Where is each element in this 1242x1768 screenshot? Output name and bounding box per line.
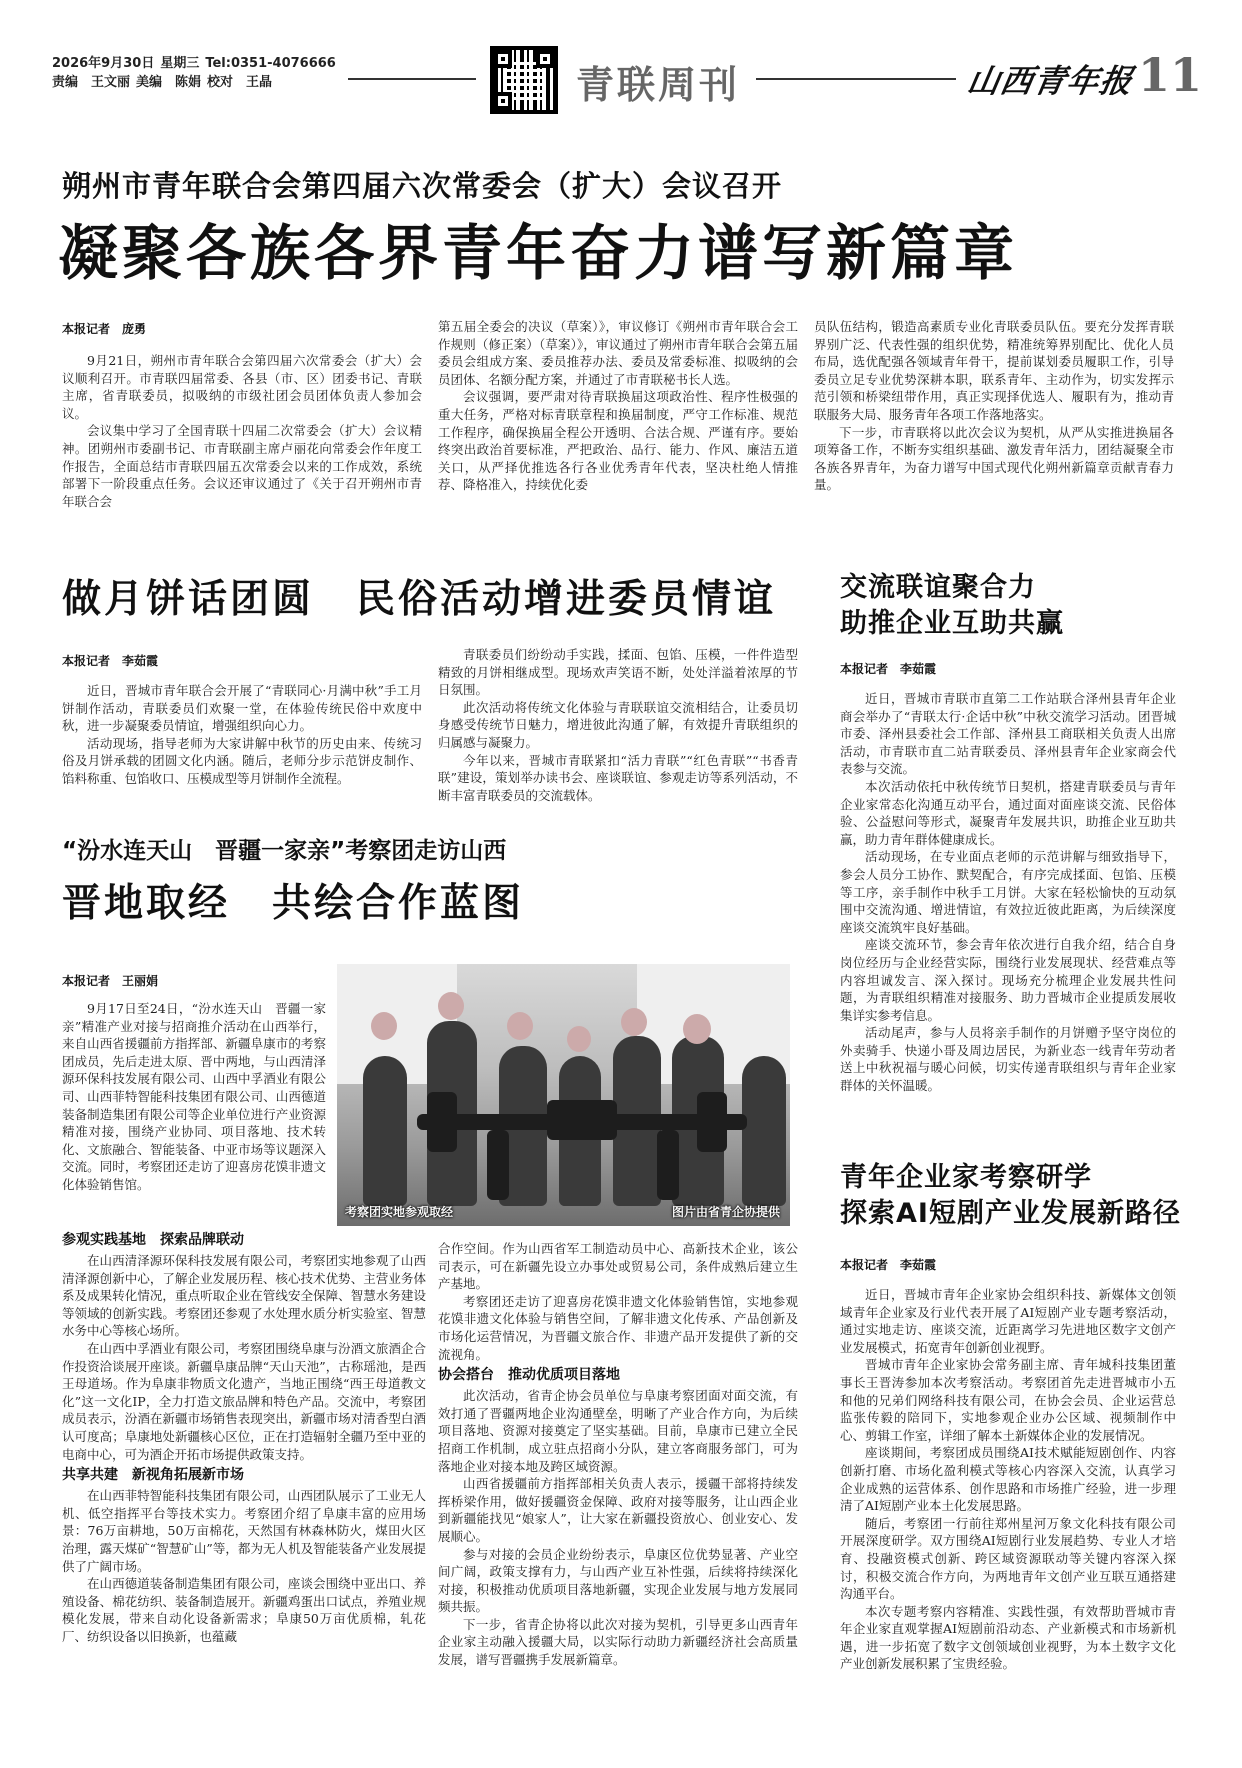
lead-column-2 xyxy=(438,318,798,532)
paragraph: 第五届全委会的决议（草案）》，审议修订《朔州市青年联合会工作规则（修正案）（草案）》，审议通过了朔州市青年联合会第五届委员会组成方案、委员推荐办法、委员及常委标准、拟吸纳的会员团体、名额分配方案，并通过了市青联秘书长人选。 xyxy=(438,319,798,387)
mooncake-byline: 本报记者 李茹霞 xyxy=(62,654,159,668)
paragraph: 近日，晋城市青年联合会开展了“青联同心·月满中秋”手工月饼制作活动，青联委员们欢聚一堂，在体验传统民俗中欢度中秋，进一步凝聚委员情谊，增强组织向心力。 xyxy=(62,683,422,734)
paragraph: 考察团还走访了迎喜房花馍非遗文化体验销售馆，实地参观花馍非遗文化体验与销售空间，了解非遗文化传承、产品创新及市场化运营情况，为晋疆文旅合作、非遗产品开发提供了新的交流视角。 xyxy=(438,1293,798,1362)
paragraph: 活动现场，指导老师为大家讲解中秋节的历史由来、传统习俗及月饼承载的团圆文化内涵。随后，老师分步示范饼皮制作、馅料称重、包馅收口、压模成型等月饼制作全流程。 xyxy=(62,735,422,786)
photo-drone-motor xyxy=(427,1092,457,1152)
lead-byline: 本报记者 庞勇 xyxy=(62,322,147,336)
lead-kicker: 朔州市青年联合会第四届六次常委会（扩大）会议召开 xyxy=(62,169,783,203)
exchange-body xyxy=(840,690,1176,1110)
photo-head xyxy=(371,1012,397,1040)
visit-intro xyxy=(62,1000,326,1210)
visit-subhead-2: 共享共建 新视角拓展新市场 xyxy=(62,1467,244,1484)
mooncake-column-1 xyxy=(62,682,422,810)
photo-drone-motor xyxy=(697,1092,727,1152)
photo-credit: 图片由省青企协提供 xyxy=(671,1205,780,1219)
paragraph: 9月21日，朔州市青年联合会第四届六次常委会（扩大）会议顺利召开。市青联四届常委、各县（市、区）团委书记、青联主席，省青联委员，拟吸纳的市级社团会员团体负责人参加会议。 xyxy=(62,353,422,421)
credit-designer: 美编 陈娟 xyxy=(136,75,202,90)
visit-subhead-3: 协会搭台 推动优质项目落地 xyxy=(438,1367,620,1384)
photo-head xyxy=(683,1014,711,1044)
photo-person xyxy=(742,1056,786,1206)
paragraph: 近日，晋城市青联市直第二工作站联合泽州县青年企业商会举办了“青联太行·企话中秋”中秋交流学习活动。团晋城市委、泽州县委社会工作部、泽州县工商联相关负责人出席活动，市青联市直二站青联委员、泽州县青年企业家商会代表参与交流。 xyxy=(840,691,1176,777)
photo-drone-leg xyxy=(487,1130,509,1200)
paragraph: 在山西清泽源环保科技发展有限公司，考察团实地参观了山西清泽源创新中心，了解企业发展历程、核心技术优势、主营业务体系及成果转化情况，重点听取企业在管线安全保障、智慧水务建设等领域的创新实践。考察团还参观了水处理水质分析实验室、智慧水务中心等核心场所。 xyxy=(62,1253,426,1339)
ai-byline: 本报记者 李茹霞 xyxy=(840,1258,937,1272)
section-title: 青联周刊 xyxy=(576,62,741,107)
paragraph: 今年以来，晋城市青联紧扣“活力青联”“红色青联”“书香青联”建设，策划举办读书会、座谈联谊、参观走访等系列活动，不断丰富青联委员的交流载体。 xyxy=(438,752,798,803)
ai-headline-line-1: 青年企业家考察研学 xyxy=(840,1162,1092,1193)
paragraph: 下一步，市青联将以此次会议为契机，从严从实推进换届各项筹备工作，不断夯实组织基础、激发青年活力，团结凝聚全市各族各界青年，为奋力谱写中国式现代化朔州新篇章贡献青春力量。 xyxy=(814,424,1174,493)
lead-headline: 凝聚各族各界青年奋力谱写新篇章 xyxy=(58,219,1018,289)
paragraph: 会议集中学习了全国青联十四届二次常委会（扩大）会议精神。团朔州市委副书记、市青联副主席卢丽花向常委会作年度工作报告，全面总结市青联四届五次常委会以来的工作成效，系统部署下一阶段重点任务。会议还审议通过了《关于召开朔州市青年联合会 xyxy=(62,423,422,509)
visit-column-1 xyxy=(62,1228,426,1732)
page-number: 11 xyxy=(1138,48,1203,102)
photo-head xyxy=(507,1012,533,1040)
paragraph: 青联委员们纷纷动手实践，揉面、包馅、压模，一件件造型精致的月饼相继成型。现场欢声笑语不断，处处洋溢着浓厚的节日氛围。 xyxy=(438,647,798,698)
paragraph: 参与对接的会员企业纷纷表示，阜康区位优势显著、产业空间广阔，政策支撑有力，与山西产业互补性强，后续将持续深化对接，积极推动优质项目落地新疆，实现企业发展与地方发展同频共振。 xyxy=(438,1546,798,1615)
paragraph: 会议强调，要严肃对待青联换届这项政治性、程序性极强的重大任务，严格对标青联章程和换届制度，严守工作标准、规范工作程序，确保换届全程公开透明、合法合规、严谨有序。要始终突出政治首要标准，严把政治、品行、能力、作风、廉洁五道关口，从严择优推选各行各业优秀青年代表，坚决杜绝人情推荐、降格准入，持续优化委 xyxy=(438,389,798,493)
mooncake-headline: 做月饼话团圆 民俗活动增进委员情谊 xyxy=(62,577,777,622)
paragraph: 合作空间。作为山西省军工制造动员中心、高新技术企业，该公司表示，可在新疆先设立办事处或贸易公司，条件成熟后建立生产基地。 xyxy=(438,1241,798,1292)
photo-head xyxy=(567,1026,591,1052)
credit-editor: 责编 王文丽 xyxy=(52,75,131,90)
paragraph: 在山西德道装备制造集团有限公司，座谈会围绕中亚出口、养殖设备、棉花纺织、装备制造展开。新疆鸡蛋出口试点，养殖业规模化发展，带来自动化设备新需求；阜康50万亩优质棉，轧花厂、纺织设备以旧换新，也蕴藏 xyxy=(62,1576,426,1644)
paragraph: 本次活动依托中秋传统节日契机，搭建青联委员与青年企业家常态化沟通互动平台，通过面对面座谈交流、民俗体验、公益慰问等形式，凝聚青年发展共识，助推企业互助共赢，助力青年群体健康成长。 xyxy=(840,778,1176,847)
paragraph: 活动尾声，参与人员将亲手制作的月饼赠予坚守岗位的外卖骑手、快递小哥及周边居民，为新业态一线青年劳动者送上中秋祝福与暖心问候，切实传递青联组织与青年企业家群体的关怀温暖。 xyxy=(840,1025,1176,1094)
photo-person xyxy=(363,1056,407,1206)
lead-column-1 xyxy=(62,352,422,532)
ai-headline-line-2: 探索AI短剧产业发展新路径 xyxy=(840,1198,1181,1229)
qr-code-icon[interactable] xyxy=(490,46,558,114)
paragraph: 随后，考察团一行前往郑州星河万象文化科技有限公司开展深度研学。双方围绕AI短剧行业发展趋势、专业人才培育、投融资模式创新、跨区域资源联动等关键内容深入探讨，积极交流合作方向，为两地青年文创产业互联互通搭建沟通平台。 xyxy=(840,1515,1176,1602)
paragraph: 活动现场，在专业面点老师的示范讲解与细致指导下，参会人员分工协作、默契配合，有序完成揉面、包馅、压模等工序，亲手制作中秋手工月饼。大家在轻松愉快的互动氛围中交流沟通、增进情谊，有效拉近彼此距离，为后续深度座谈交流筑牢良好基础。 xyxy=(840,849,1176,935)
paragraph: 在山西中孚酒业有限公司，考察团围绕阜康与汾酒文旅酒企合作投资洽谈展开座谈。新疆阜康品牌“天山天池”，古称瑶池，是西王母道场。作为阜康非物质文化遗产，当地正围绕“西王母道教文化”这一文化IP，全力打造文旅品牌和特色产品。交流中，考察团成员表示，汾酒在新疆市场销售表现突出，新疆市场对清香型白酒认可度高；阜康地处新疆核心区位，正在打造辐射全疆乃至中亚的电商中心，可为酒企开拓市场提供政策支持。 xyxy=(62,1340,426,1462)
ai-body xyxy=(840,1286,1176,1732)
exchange-headline-line-2: 助推企业互助共赢 xyxy=(840,608,1064,639)
exchange-byline: 本报记者 李茹霞 xyxy=(840,662,937,676)
photo-drone-leg xyxy=(657,1130,679,1200)
paragraph: 员队伍结构，锻造高素质专业化青联委员队伍。要充分发挥青联界别广泛、代表性强的组织优势，精准统筹界别配比、优化人员布局，选优配强各领域青年骨干，提前谋划委员履职工作，引导委员立足专业优势深耕本职，联系青年、主动作为，切实发挥示范引领和桥梁纽带作用，真正实现择优选人、履职有为，推动青联服务大局、服务青年各项工作落地落实。 xyxy=(814,319,1174,422)
paragraph: 山西省援疆前方指挥部相关负责人表示，援疆干部将持续发挥桥梁作用，做好援疆资金保障、政府对接等服务，让山西企业到新疆能找见“娘家人”，让大家在新疆投资放心、创业安心、发展顺心。 xyxy=(438,1476,798,1544)
visit-byline: 本报记者 王丽娟 xyxy=(62,974,159,988)
lead-column-3 xyxy=(814,318,1174,532)
masthead-rule-right xyxy=(756,78,956,80)
visit-kicker: “汾水连天山 晋疆一家亲”考察团走访山西 xyxy=(62,838,507,864)
photo-caption: 考察团实地参观取经 xyxy=(345,1205,454,1219)
paragraph: 晋城市青年企业家协会常务副主席、青年城科技集团董事长王晋涛参加本次考察活动。考察团首先走进晋城市小五和他的兄弟们网络科技有限公司，在协会会员、企业运营总监张传毅的陪同下，实地参观企业办公区域、视频制作中心、剪辑工作室，详细了解本土新媒体企业的发展情况。 xyxy=(840,1357,1176,1443)
issue-weekday: 星期三 xyxy=(160,56,200,71)
photo-head xyxy=(621,1008,647,1036)
paragraph: 本次专题考察内容精准、实践性强，有效帮助晋城市青年企业家直观掌握AI短剧前沿动态、产业新模式和市场新机遇，进一步拓宽了数字文创领域创业视野，为本土数字文化产业创新发展积累了宝贵经验。 xyxy=(840,1603,1176,1672)
visit-headline: 晋地取经 共绘合作蓝图 xyxy=(62,881,525,926)
paragraph: 下一步，省青企协将以此次对接为契机，引导更多山西青年企业家主动融入援疆大局，以实际行动助力新疆经济社会高质量发展，谱写晋疆携手发展新篇章。 xyxy=(438,1616,798,1668)
exchange-headline-line-1: 交流联谊聚合力 xyxy=(840,572,1036,603)
paper-logo: 山西青年报 xyxy=(964,62,1137,100)
paragraph: 座谈期间，考察团成员围绕AI技术赋能短剧创作、内容创新打磨、市场化盈利模式等核心内容深入交流，认真学习企业成熟的运营体系、创作思路和市场推广经验，进一步理清了AI短剧产业本土化发展思路。 xyxy=(840,1445,1176,1514)
photo-drone-body xyxy=(547,1100,617,1140)
paragraph: 座谈交流环节，参会青年依次进行自我介绍，结合自身岗位经历与企业经营实际，围绕行业发展现状、经营难点等内容坦诚发言、深入探讨。现场充分梳理企业发展共性问题，为青联组织精准对接服务、助力晋城市企业提质发展收集详实参考信息。 xyxy=(840,937,1176,1023)
paragraph: 此次活动，省青企协会员单位与阜康考察团面对面交流，有效打通了晋疆两地企业沟通壁垒，明晰了产业合作方向，为后续项目落地、资源对接奠定了坚实基础。目前，阜康市已建立全民招商工作机制，成立驻点招商小分队，建立客商服务部门，可为落地企业对接本地及跨区域资源。 xyxy=(438,1388,798,1474)
paragraph: 在山西菲特智能科技集团有限公司，山西团队展示了工业无人机、低空指挥平台等技术实力。考察团介绍了阜康丰富的应用场景：76万亩耕地，50万亩棉花，天然国有林森林防火，煤田火区治理，露天煤矿“智慧矿山”等，都为无人机及智能装备产业发展提供了广阔市场。 xyxy=(62,1488,426,1574)
exchange-headline xyxy=(840,570,1064,642)
paragraph: 9月17日至24日，“汾水连天山 晋疆一家亲”精准产业对接与招商推介活动在山西举行，来自山西省援疆前方指挥部、新疆阜康市的考察团成员，先后走进太原、晋中两地，与山西清泽源环保科技发展有限公司、山西中孚酒业有限公司、山西菲特智能科技集团有限公司、山西德道装备制造集团有限公司等企业单位进行产业资源精准对接，围绕产业协同、项目落地、技术转化、文旅融合、智能装备、中亚市场等议题深入交流。同时，考察团还走访了迎喜房花馍非遗文化体验销售馆。 xyxy=(62,1001,326,1192)
visit-subhead-1: 参观实践基地 探索品牌联动 xyxy=(62,1232,244,1248)
paragraph: 近日，晋城市青年企业家协会组织科技、新媒体文创领域青年企业家及行业代表开展了AI短剧产业专题考察活动，通过实地走访、座谈交流，近距离学习先进地区数字文创产业发展模式，拓宽青年创新创业视野。 xyxy=(840,1287,1176,1355)
visit-photo xyxy=(337,964,790,1226)
issue-date: 2026年9月30日 xyxy=(52,56,155,71)
visit-column-2 xyxy=(438,1240,798,1732)
masthead-rule-left xyxy=(348,78,476,80)
paragraph: 此次活动将传统文化体验与青联联谊交流相结合，让委员切身感受传统节日魅力，增进彼此沟通了解，有效提升青联组织的归属感与凝聚力。 xyxy=(438,699,798,750)
masthead-meta xyxy=(52,54,342,92)
photo-head xyxy=(438,992,464,1020)
ai-headline xyxy=(840,1160,1181,1232)
credit-proofreader: 校对 王晶 xyxy=(207,75,273,90)
mooncake-column-2 xyxy=(438,646,798,810)
phone-number: Tel:0351-4076666 xyxy=(205,56,336,71)
